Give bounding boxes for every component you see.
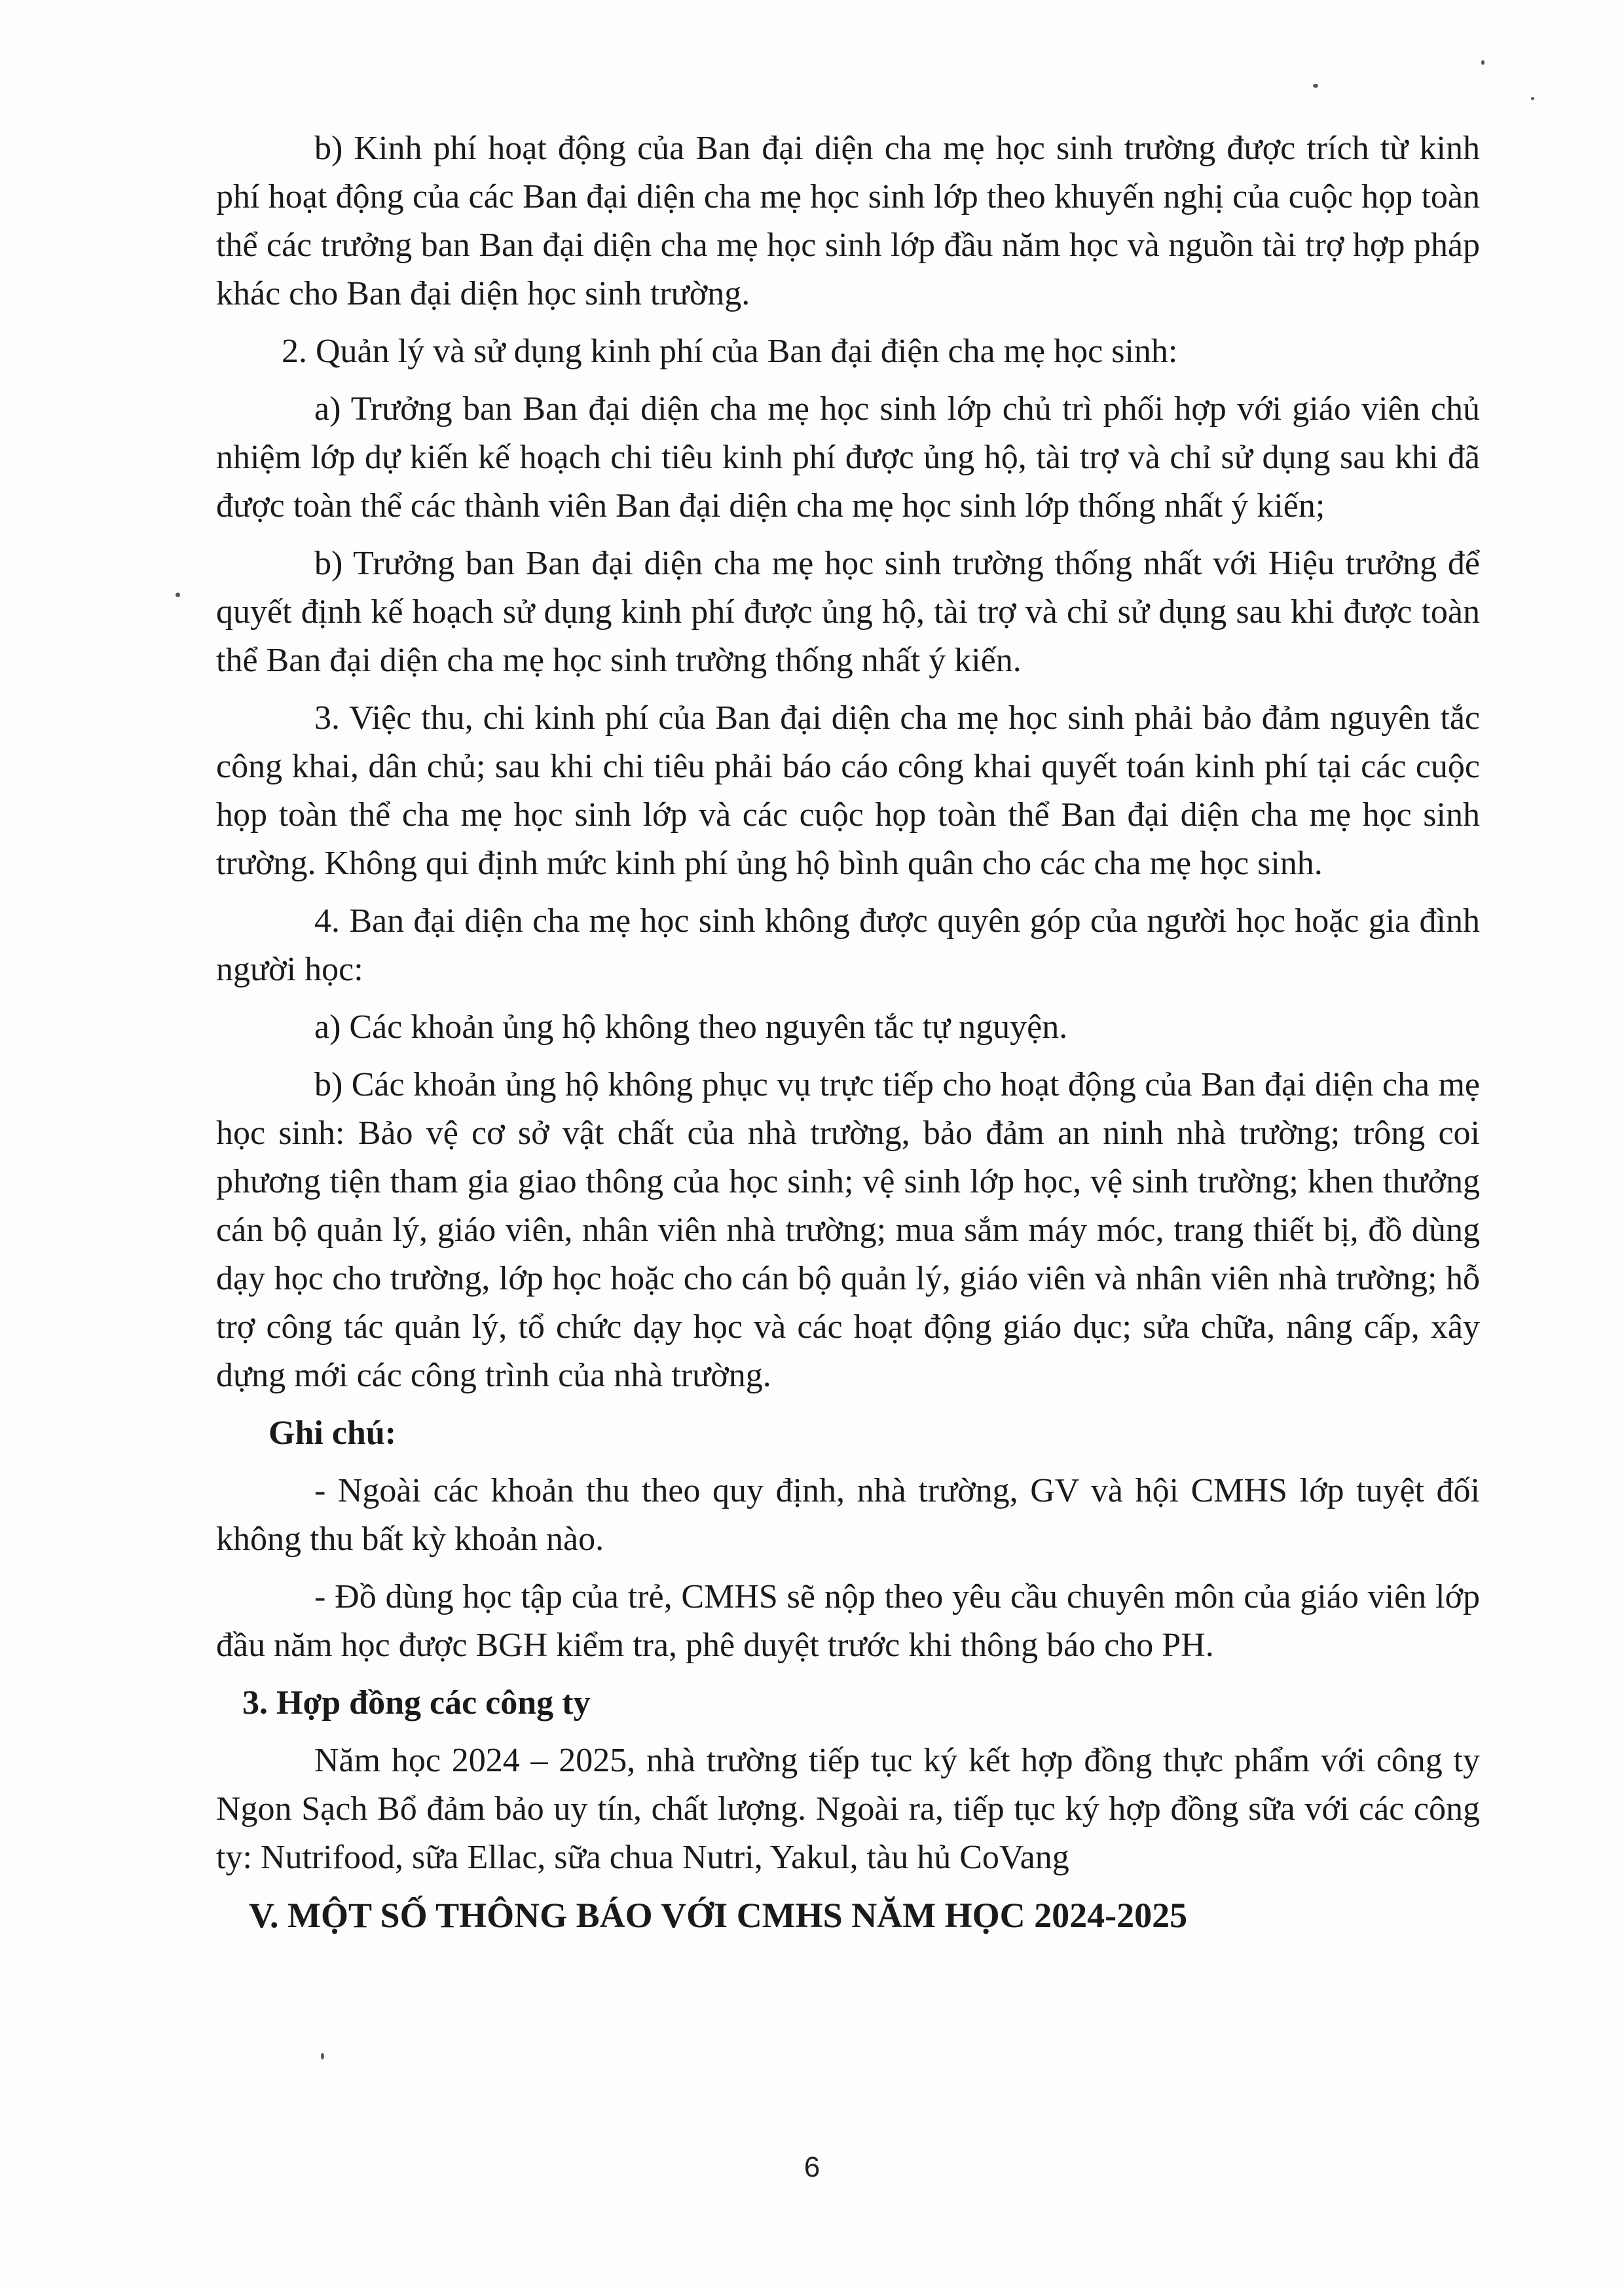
- body-paragraph: b) Kinh phí hoạt động của Ban đại diện cha mẹ học sinh trường được trích từ kinh phí hoạt động của các Ban đại diện cha mẹ học sinh lớp theo khuyến nghị của cuộc họp toàn thể các trưởng ban Ban đại diện cha mẹ học sinh lớp đầu năm học và nguồn tài trợ hợp pháp khác cho Ban đại diện học sinh trường.: [216, 130, 1480, 312]
- scan-speck: [1313, 84, 1318, 88]
- body-paragraph: 3. Việc thu, chi kinh phí của Ban đại diện cha mẹ học sinh phải bảo đảm nguyên tắc công khai, dân chủ; sau khi chi tiêu phải báo cáo công khai quyết toán kinh phí tại các cuộc họp toàn thể cha mẹ học sinh lớp và các cuộc họp toàn thể Ban đại diện cha mẹ học sinh trường. Không qui định mức kinh phí ủng hộ bình quân cho các cha mẹ học sinh.: [216, 699, 1480, 882]
- body-paragraph: b) Các khoản ủng hộ không phục vụ trực tiếp cho hoạt động của Ban đại diện cha mẹ học sinh: Bảo vệ cơ sở vật chất của nhà trường, bảo đảm an ninh nhà trường; trông coi phương tiện tham gia giao thông của học sinh; vệ sinh lớp học, vệ sinh trường; khen thưởng cán bộ quản lý, giáo viên, nhân viên nhà trường; mua sắm máy móc, trang thiết bị, đồ dùng dạy học cho trường, lớp học hoặc cho cán bộ quản lý, giáo viên và nhân viên nhà trường; hỗ trợ công tác quản lý, tổ chức dạy học và các hoạt động giáo dục; sửa chữa, nâng cấp, xây dựng mới các công trình của nhà trường.: [216, 1066, 1480, 1394]
- section-heading: V. MỘT SỐ THÔNG BÁO VỚI CMHS NĂM HỌC 2024-2025: [249, 1896, 1188, 1935]
- scan-speck: [1531, 97, 1534, 100]
- body-paragraph: Năm học 2024 – 2025, nhà trường tiếp tục ký kết hợp đồng thực phẩm với công ty Ngon Sạch Bổ đảm bảo uy tín, chất lượng. Ngoài ra, tiếp tục ký hợp đồng sữa với các công ty: Nutrifood, sữa Ellac, sữa chua Nutri, Yakul, tàu hủ CoVang: [216, 1742, 1480, 1876]
- section-heading: Ghi chú:: [268, 1414, 397, 1452]
- scan-speck: [1481, 60, 1485, 65]
- page-number: 6: [803, 2151, 821, 2183]
- body-paragraph: 2. Quản lý và sử dụng kinh phí của Ban đại điện cha mẹ học sinh:: [282, 333, 1178, 370]
- body-paragraph: 4. Ban đại diện cha mẹ học sinh không được quyên góp của người học hoặc gia đình người học:: [216, 902, 1480, 988]
- body-paragraph: a) Các khoản ủng hộ không theo nguyên tắc tự nguyện.: [314, 1008, 1068, 1046]
- body-paragraph: a) Trưởng ban Ban đại diện cha mẹ học sinh lớp chủ trì phối hợp với giáo viên chủ nhiệm lớp dự kiến kế hoạch chi tiêu kinh phí được ủng hộ, tài trợ và chỉ sử dụng sau khi đã được toàn thể các thành viên Ban đại diện cha mẹ học sinh lớp thống nhất ý kiến;: [216, 390, 1480, 525]
- section-heading: 3. Hợp đồng các công ty: [242, 1684, 591, 1722]
- body-paragraph: - Ngoài các khoản thu theo quy định, nhà trường, GV và hội CMHS lớp tuyệt đối không thu bất kỳ khoản nào.: [216, 1472, 1480, 1558]
- document-body: [216, 124, 1480, 1949]
- body-paragraph: - Đồ dùng học tập của trẻ, CMHS sẽ nộp theo yêu cầu chuyên môn của giáo viên lớp đầu năm học được BGH kiểm tra, phê duyệt trước khi thông báo cho PH.: [216, 1578, 1480, 1664]
- body-paragraph: b) Trưởng ban Ban đại diện cha mẹ học sinh trường thống nhất với Hiệu trưởng để quyết định kế hoạch sử dụng kinh phí được ủng hộ, tài trợ và chỉ sử dụng sau khi được toàn thể Ban đại diện cha mẹ học sinh trường thống nhất ý kiến.: [216, 545, 1480, 679]
- scan-speck: [175, 593, 180, 597]
- scan-speck: [321, 2053, 324, 2059]
